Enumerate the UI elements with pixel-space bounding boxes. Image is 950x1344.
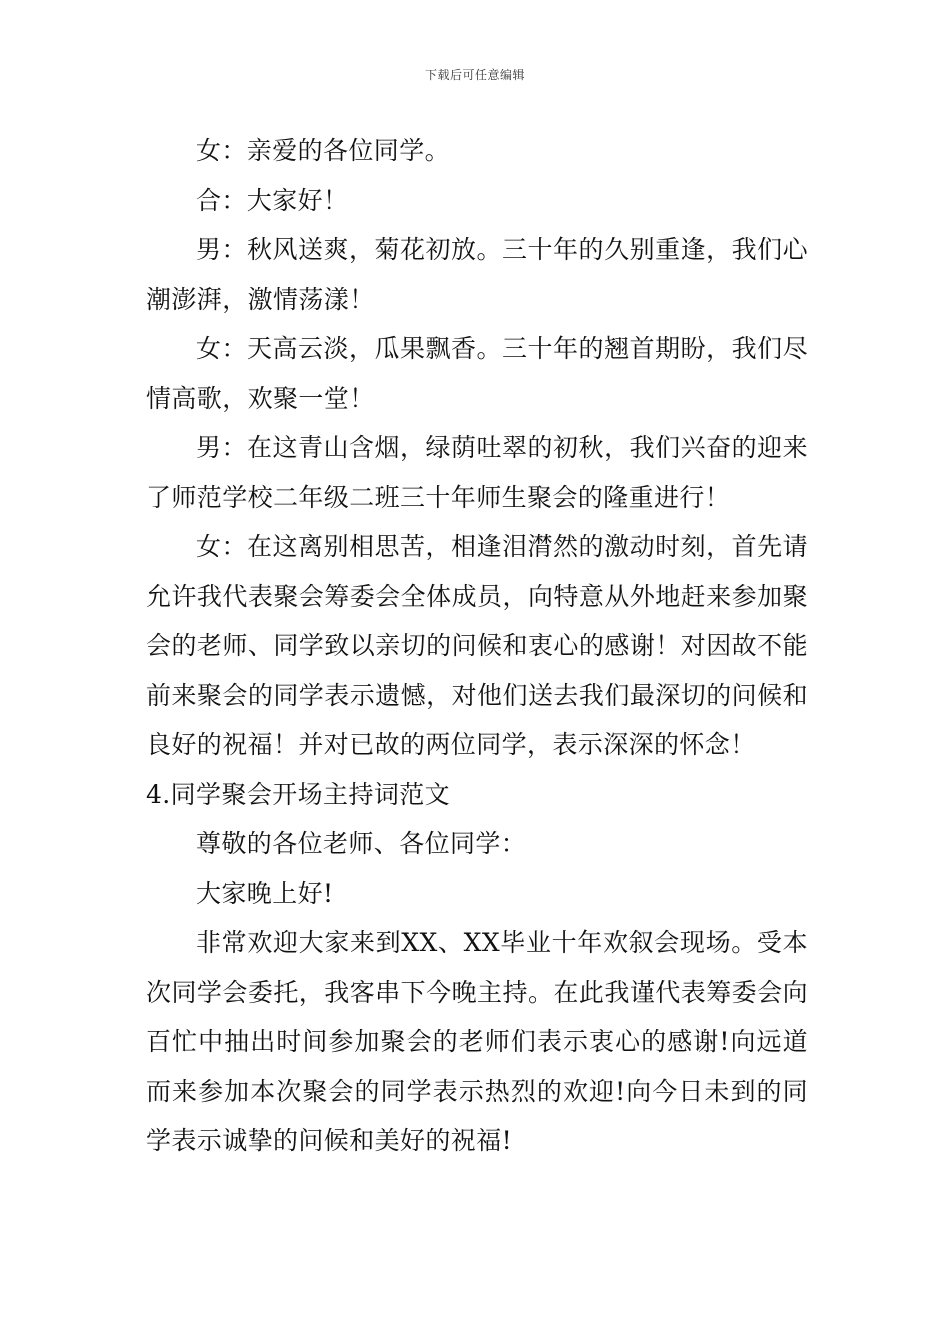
- dialogue-paragraph: 女：亲爱的各位同学。: [196, 136, 451, 165]
- dialogue-paragraph: 合：大家好！: [196, 185, 349, 215]
- section-paragraph: 非常欢迎大家来到XX、XX毕业十年欢叙会现场。受本次同学会委托，我客串下今晚主持。在此我谨代表筹委会向百忙中抽出时间参加聚会的老师们表示衷心的感谢!向远道而来参加本次聚会的同学表示热烈的欢迎!向今日未到的同学表示诚挚的问候和美好的祝福!: [146, 928, 808, 1155]
- section-paragraph: 大家晚上好!: [196, 878, 334, 908]
- section-heading: 4.同学聚会开场主持词范文: [146, 779, 451, 809]
- document-body: [146, 126, 808, 1166]
- dialogue-paragraph: 女：在这离别相思苦，相逢泪潸然的激动时刻，首先请允许我代表聚会筹委会全体成员，向特意从外地赶来参加聚会的老师、同学致以亲切的问候和衷心的感谢！对因故不能前来聚会的同学表示遗憾，对他们送去我们最深切的问候和良好的祝福！并对已故的两位同学，表示深深的怀念！: [146, 532, 808, 759]
- dialogue-paragraph: 男：在这青山含烟，绿荫吐翠的初秋，我们兴奋的迎来了师范学校二年级二班三十年师生聚会的隆重进行！: [146, 433, 808, 512]
- dialogue-paragraph: 男：秋风送爽，菊花初放。三十年的久别重逢，我们心潮澎湃，激情荡漾！: [146, 235, 808, 314]
- page-header-note: 下载后可任意编辑: [424, 68, 525, 82]
- dialogue-paragraph: 女：天高云淡，瓜果飘香。三十年的翘首期盼，我们尽情高歌，欢聚一堂！: [146, 334, 808, 413]
- section-paragraph: 尊敬的各位老师、各位同学：: [196, 829, 527, 858]
